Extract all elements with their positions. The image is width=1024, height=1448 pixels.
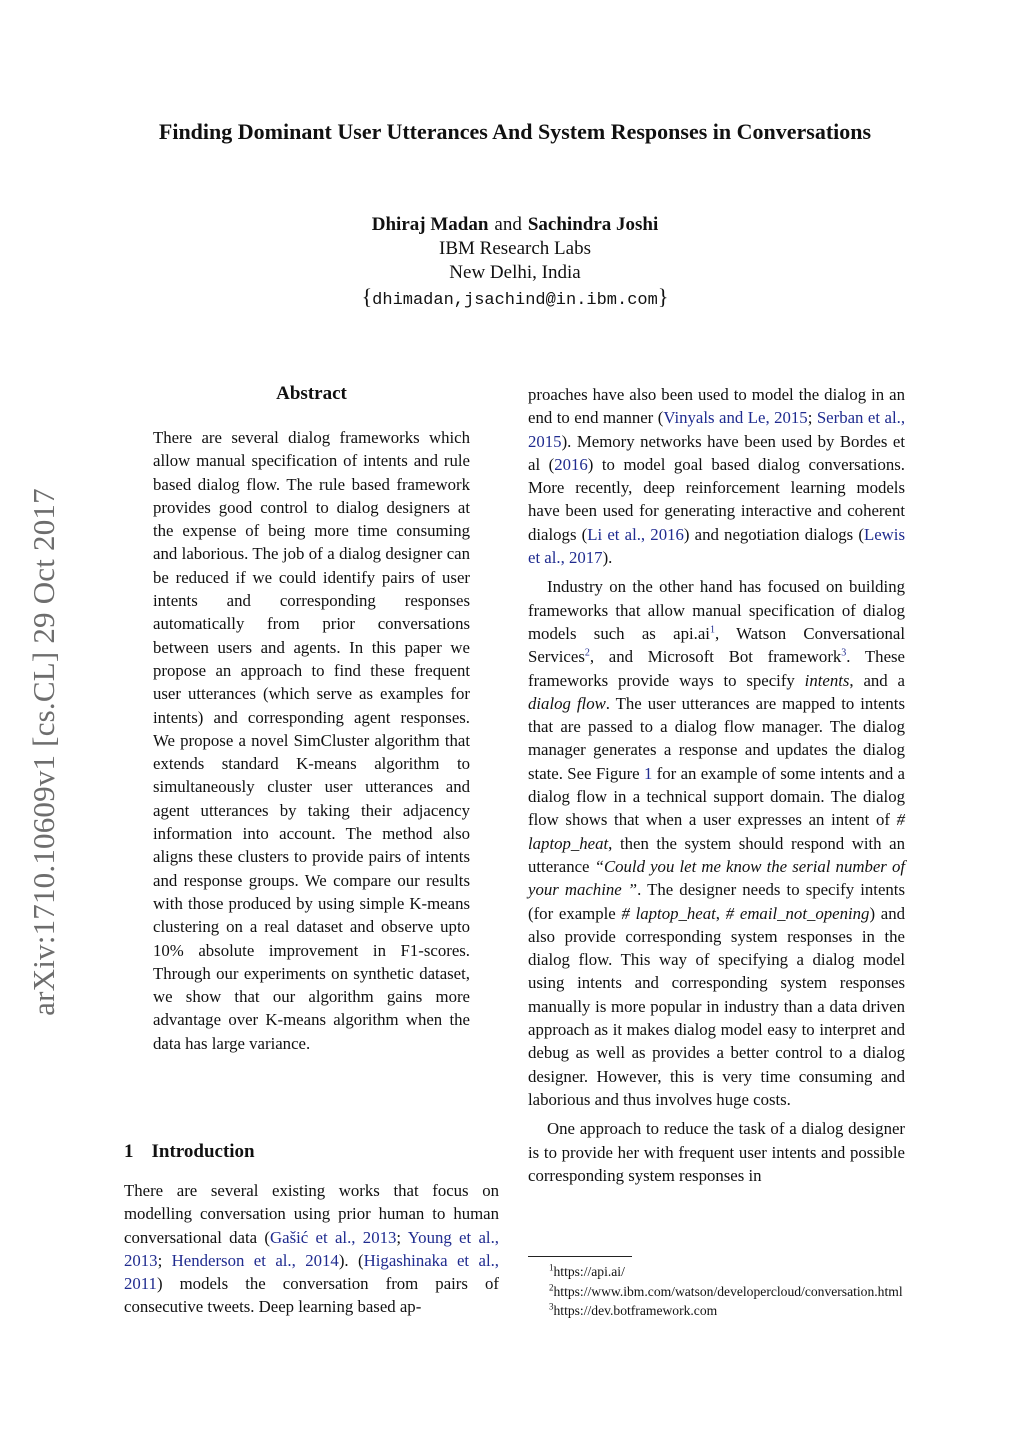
text-run: ; bbox=[157, 1250, 172, 1270]
text-run: ) to model goal based dialog conversations. More recently, deep reinforcement learning models have been used for generating interactive and coherent dialogs ( bbox=[528, 454, 905, 544]
author-block bbox=[120, 213, 910, 313]
text-run: ) and also provide corresponding system responses in the dialog flow. This way of specifying a dialog model using intents and corresponding system responses manually is more popular in industry than a data driven approach as it makes dialog model easy to interpret and debug as well as provides a better control to a dialog designer. However, this is very time consuming and laborious and thus involves huge costs. bbox=[528, 903, 905, 1109]
citation-link[interactable]: Li et al., 2016 bbox=[587, 524, 684, 544]
text-run: , then the system should respond with an utterance bbox=[528, 833, 905, 876]
footnotes bbox=[549, 1262, 903, 1321]
intro-body bbox=[124, 1179, 499, 1319]
citation-link[interactable]: Higashinaka et al., 2011 bbox=[124, 1250, 499, 1294]
footnote-number: 3 bbox=[549, 1301, 554, 1312]
author-name: Sachindra Joshi bbox=[527, 214, 659, 235]
footnote-rule bbox=[528, 1256, 632, 1257]
emphasis: intents bbox=[804, 670, 850, 690]
text-run: . These frameworks provide ways to specify bbox=[528, 647, 905, 690]
citation-link[interactable]: Young et al., 2013 bbox=[124, 1227, 499, 1270]
text-run: Industry on the other hand has focused on building frameworks that allow manual specification of dialog models such as api.ai bbox=[528, 577, 905, 643]
text-run: , bbox=[715, 903, 726, 923]
abstract-heading: Abstract bbox=[276, 383, 347, 404]
section-number: 1 bbox=[124, 1141, 134, 1162]
paragraph bbox=[528, 575, 905, 1111]
footnote-mark[interactable]: 2 bbox=[584, 647, 590, 659]
footnote bbox=[549, 1301, 903, 1321]
footnote-url[interactable]: https://api.ai/ bbox=[553, 1264, 625, 1279]
location: New Delhi, India bbox=[449, 262, 581, 283]
section-heading bbox=[124, 1141, 255, 1163]
right-column bbox=[528, 383, 905, 1187]
text-run: ; bbox=[396, 1227, 408, 1247]
text-run: , and Microsoft Bot framework bbox=[589, 647, 842, 667]
text-run: , Watson Conversational Services bbox=[528, 623, 906, 667]
brace-close: } bbox=[657, 284, 669, 309]
text-run: ). bbox=[602, 548, 613, 568]
paragraph bbox=[124, 1179, 499, 1319]
text-run: proaches have also been used to model the dialog in an end to end manner ( bbox=[528, 385, 905, 428]
footnote-number: 1 bbox=[549, 1262, 554, 1273]
text-run: . The designer needs to specify intents (for example bbox=[528, 880, 905, 923]
abstract-body bbox=[153, 426, 470, 1055]
arxiv-identifier: arXiv:1710.10609v1 [cs.CL] 29 Oct 2017 bbox=[26, 488, 61, 1016]
text-run: ; bbox=[807, 408, 817, 428]
author-email[interactable]: dhimadan,jsachind@in.ibm.com bbox=[372, 291, 658, 310]
paragraph: One approach to reduce the task of a dialog designer is to provide her with frequent user intents and possible corresponding system responses in bbox=[528, 1119, 905, 1185]
text-run: ) and negotiation dialogs ( bbox=[683, 524, 864, 544]
footnote-url[interactable]: https://www.ibm.com/watson/developercloud/conversation.html bbox=[553, 1283, 903, 1299]
paragraph bbox=[528, 383, 905, 569]
footnote-url[interactable]: https://dev.botframework.com bbox=[553, 1303, 718, 1318]
footnote-mark[interactable]: 3 bbox=[841, 647, 847, 659]
footnote-mark[interactable]: 1 bbox=[709, 624, 715, 636]
footnote bbox=[549, 1282, 903, 1302]
footnote-number: 2 bbox=[549, 1281, 554, 1292]
citation-link[interactable]: 2016 bbox=[554, 454, 588, 474]
abstract-text: There are several dialog frameworks which allow manual specification of intents and rule based dialog flow. The rule based framework provides good control to dialog designers at the expense of being more time consuming and laborious. The job of a dialog designer can be reduced if we could identify pairs of user intents and corresponding responses automatically from prior conversations between users and agents. In this paper we propose an approach to find these frequent user utterances (which serve as examples for intents) and corresponding agent responses. We propose a novel SimCluster algorithm that extends standard K-means algorithm to simultaneously cluster user utterances and agent utterances by taking their adjacency information into account. The method also aligns these clusters to provide pairs of intents and response groups. We compare our results with those produced by using simple K-means clustering on a real dataset and observe upto 10% absolute improvement in F1-scores. Through our experiments on synthetic dataset, we show that our algorithm gains more advantage over K-means algorithm when the data has large variance. bbox=[153, 428, 470, 1053]
text-run: There are several existing works that focus on modelling conversation using prior human to human conversational data ( bbox=[124, 1181, 499, 1247]
text-run: ) models the conversation from pairs of consecutive tweets. Deep learning based ap- bbox=[124, 1274, 499, 1317]
footnote bbox=[549, 1262, 903, 1282]
emphasis: # laptop_heat bbox=[528, 810, 905, 853]
author-name: Dhiraj Madan bbox=[371, 214, 489, 235]
paper-title: Finding Dominant User Utterances And System Responses in Conversations bbox=[158, 119, 872, 144]
section-title: Introduction bbox=[151, 1141, 255, 1162]
emphasis: “Could you let me know the serial number of your machine ” bbox=[528, 856, 906, 900]
text-run: ). Memory networks have been used by Bordes et al ( bbox=[528, 431, 905, 474]
text-run: . The user utterances are mapped to intents that are passed to a dialog flow manager. The dialog manager generates a response and updates the dialog state. See Figure bbox=[528, 693, 905, 783]
author-conjunction: and bbox=[494, 214, 522, 235]
text-run: ). ( bbox=[338, 1250, 364, 1270]
affiliation: IBM Research Labs bbox=[439, 238, 591, 259]
citation-link[interactable]: Vinyals and Le, 2015 bbox=[663, 408, 808, 428]
emphasis: # email_not_opening bbox=[725, 903, 870, 923]
citation-link[interactable]: Gašić et al., 2013 bbox=[270, 1227, 397, 1247]
figure-ref-link[interactable]: 1 bbox=[643, 763, 653, 783]
citation-link[interactable]: Lewis et al., 2017 bbox=[528, 524, 905, 568]
emphasis: # laptop_heat bbox=[621, 903, 716, 923]
text-run: , and a bbox=[849, 670, 905, 690]
text-run: for an example of some intents and a dialog flow in a technical support domain. The dialog flow shows that when a user expresses an intent of bbox=[528, 763, 906, 830]
email-line bbox=[120, 285, 910, 313]
citation-link[interactable]: Henderson et al., 2014 bbox=[171, 1250, 339, 1270]
citation-link[interactable]: Serban et al., 2015 bbox=[528, 408, 906, 451]
brace-open: { bbox=[361, 284, 373, 309]
emphasis: dialog flow bbox=[528, 693, 606, 713]
